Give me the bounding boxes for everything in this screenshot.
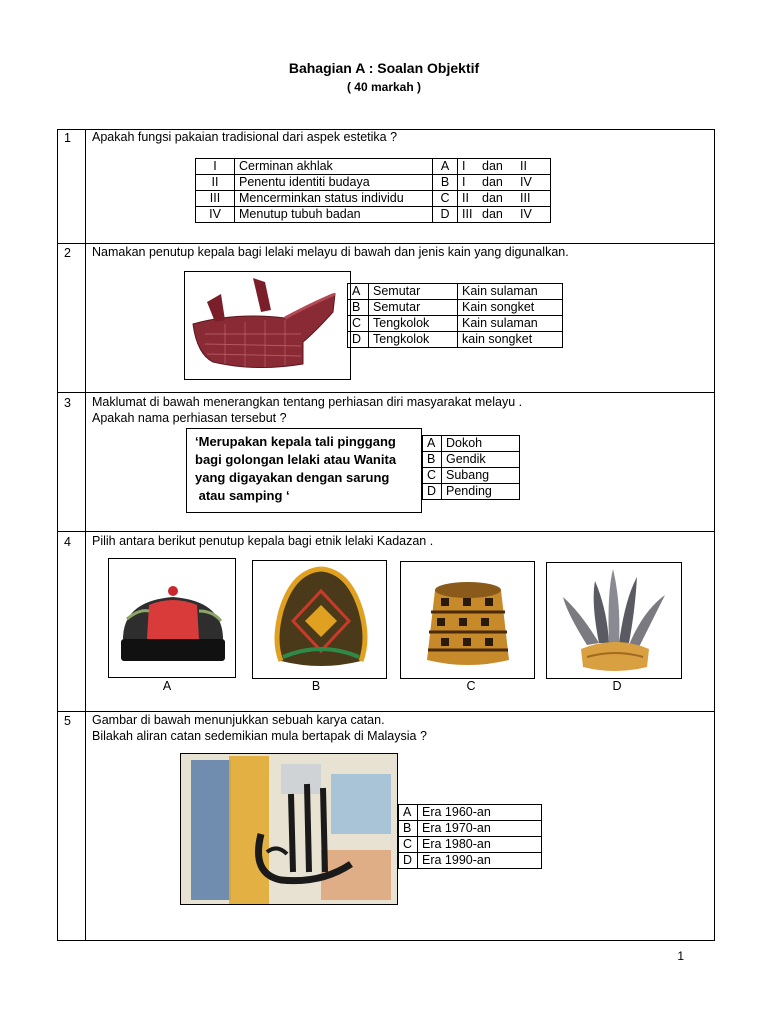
question-text: Apakah fungsi pakaian tradisional dari aspek estetika ? — [92, 130, 398, 144]
roman-numeral: IV — [196, 207, 235, 223]
choice-connector: dan — [482, 207, 503, 221]
choice-letter: C — [433, 191, 458, 207]
table-row — [196, 191, 551, 207]
choice-letter: B — [433, 175, 458, 191]
option-caption: D — [612, 679, 622, 693]
section-title: Bahagian A : Soalan Objektif — [288, 60, 480, 76]
painting-image — [180, 753, 398, 905]
choice-option[interactable] — [458, 175, 551, 191]
option-text: Era 1980-an — [418, 837, 542, 853]
statement-text: Cerminan akhlak — [235, 159, 433, 175]
question-text: Gambar di bawah menunjukkan sebuah karya catan. — [92, 713, 385, 727]
choice-connector: dan — [482, 191, 503, 205]
option-text: Gendik — [442, 452, 520, 468]
choice-letter: C — [423, 468, 442, 484]
woven-hat-icon — [253, 561, 387, 679]
choice-letter: A — [423, 436, 442, 452]
choice-letter: D — [433, 207, 458, 223]
row-divider — [57, 392, 715, 393]
calligraphy-painting — [181, 754, 398, 905]
option-text: Subang — [442, 468, 520, 484]
table-row — [196, 159, 551, 175]
choice-letter: D — [423, 484, 442, 500]
choice-part: IV — [520, 175, 532, 189]
option-row[interactable] — [348, 332, 563, 348]
choice-letter: C — [348, 316, 369, 332]
option-text: Semutar — [369, 284, 458, 300]
choice-part: II — [462, 191, 469, 205]
headgear-illustration — [185, 272, 351, 380]
choice-part: I — [462, 175, 466, 189]
choice-connector: dan — [482, 175, 503, 189]
choice-letter: B — [348, 300, 369, 316]
option-text: Kain sulaman — [458, 316, 563, 332]
choice-part: III — [520, 191, 531, 205]
question-text: Namakan penutup kepala bagi lelaki melayu di bawah dan jenis kain yang digunalkan. — [92, 245, 569, 259]
question-text: Pilih antara berikut penutup kepala bagi etnik lelaki Kadazan . — [92, 534, 434, 548]
option-text: kain songket — [458, 332, 563, 348]
hat-image-c[interactable] — [400, 561, 535, 679]
option-text: Era 1960-an — [418, 805, 542, 821]
row-divider — [57, 531, 715, 532]
option-row[interactable] — [399, 805, 542, 821]
question-number: 5 — [64, 714, 71, 728]
question-number: 3 — [64, 396, 71, 410]
option-text: Kain songket — [458, 300, 563, 316]
option-text: Pending — [442, 484, 520, 500]
option-row[interactable] — [399, 821, 542, 837]
answer-options — [422, 435, 520, 500]
option-row[interactable] — [348, 316, 563, 332]
statement-text: Mencerminkan status individu — [235, 191, 433, 207]
info-quote-box — [186, 428, 422, 513]
feathered-headdress-icon — [547, 563, 682, 679]
choice-option[interactable] — [458, 207, 551, 223]
option-row[interactable] — [348, 300, 563, 316]
choice-letter: A — [433, 159, 458, 175]
question-number: 4 — [64, 535, 71, 549]
option-text: Tengkolok — [369, 316, 458, 332]
question-number: 2 — [64, 246, 71, 260]
quote-line: bagi golongan lelaki atau Wanita — [195, 452, 397, 467]
choice-letter: B — [399, 821, 418, 837]
option-text: Era 1970-an — [418, 821, 542, 837]
choice-option[interactable] — [458, 159, 551, 175]
choice-part: I — [462, 159, 466, 173]
roman-numeral: II — [196, 175, 235, 191]
option-caption: A — [162, 679, 172, 693]
choice-connector: dan — [482, 159, 503, 173]
option-row[interactable] — [423, 452, 520, 468]
option-row[interactable] — [423, 484, 520, 500]
choice-letter: A — [399, 805, 418, 821]
option-text: Era 1990-an — [418, 853, 542, 869]
option-caption: B — [311, 679, 321, 693]
hat-image-d[interactable] — [546, 562, 682, 679]
option-row[interactable] — [423, 436, 520, 452]
hat-image-b[interactable] — [252, 560, 387, 679]
page-number: 1 — [677, 949, 684, 963]
table-row — [196, 207, 551, 223]
option-row[interactable] — [423, 468, 520, 484]
question-text-2: Bilakah aliran catan sedemikian mula bertapak di Malaysia ? — [92, 729, 427, 743]
statement-text: Menutup tubuh badan — [235, 207, 433, 223]
option-caption: C — [466, 679, 476, 693]
table-row — [196, 175, 551, 191]
number-column-divider — [85, 129, 86, 941]
answer-options — [347, 283, 563, 348]
tengkolok-image — [184, 271, 351, 380]
question-text-2: Apakah nama perhiasan tersebut ? — [92, 411, 287, 425]
quote-line: ‘Merupakan kepala tali pinggang — [195, 434, 396, 449]
choice-letter: A — [348, 284, 369, 300]
statement-table — [195, 158, 551, 223]
option-row[interactable] — [348, 284, 563, 300]
choice-option[interactable] — [458, 191, 551, 207]
option-text: Tengkolok — [369, 332, 458, 348]
roman-numeral: I — [196, 159, 235, 175]
marks-label: ( 40 markah ) — [346, 80, 422, 94]
roman-numeral: III — [196, 191, 235, 207]
choice-part: II — [520, 159, 527, 173]
option-row[interactable] — [399, 837, 542, 853]
quote-line: atau samping ‘ — [195, 488, 290, 503]
choice-letter: D — [348, 332, 369, 348]
option-text: Semutar — [369, 300, 458, 316]
choice-letter: C — [399, 837, 418, 853]
quote-line: yang digayakan dengan sarung — [195, 470, 390, 485]
choice-letter: D — [399, 853, 418, 869]
songkok-hat-icon — [109, 559, 236, 678]
choice-part: IV — [520, 207, 532, 221]
option-row[interactable] — [399, 853, 542, 869]
choice-part: III — [462, 207, 473, 221]
question-text: Maklumat di bawah menerangkan tentang perhiasan diri masyarakat melayu . — [92, 395, 523, 409]
option-text: Dokoh — [442, 436, 520, 452]
question-number: 1 — [64, 131, 71, 145]
hat-image-a[interactable] — [108, 558, 236, 678]
answer-options — [398, 804, 542, 869]
option-text: Kain sulaman — [458, 284, 563, 300]
tall-woven-hat-icon — [401, 562, 535, 679]
choice-letter: B — [423, 452, 442, 468]
statement-text: Penentu identiti budaya — [235, 175, 433, 191]
